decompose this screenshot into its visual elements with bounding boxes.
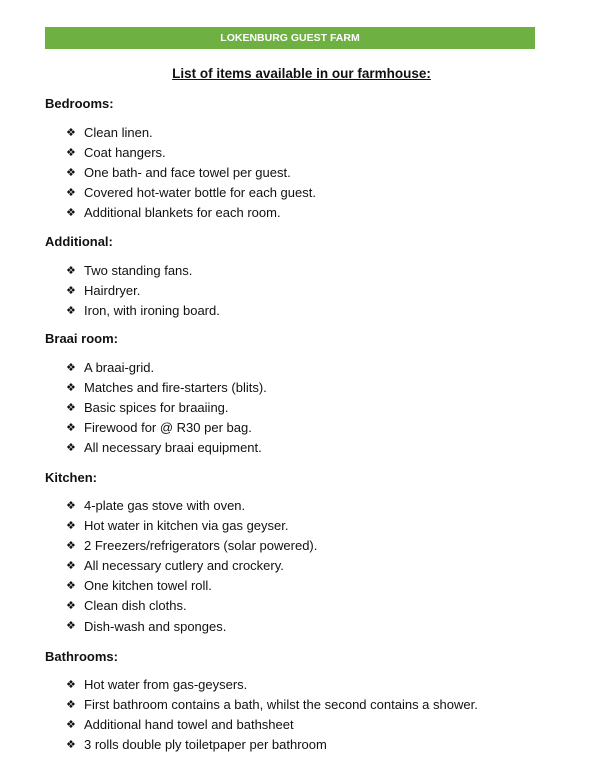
farm-name-banner: LOKENBURG GUEST FARM — [45, 27, 535, 49]
list-item: ❖ Hairdryer. — [66, 283, 141, 299]
list-item: ❖ Two standing fans. — [66, 263, 193, 278]
diamond-bullet-icon: ❖ — [66, 499, 76, 512]
list-item: ❖ Hot water in kitchen via gas geyser. — [66, 518, 289, 534]
diamond-bullet-icon: ❖ — [66, 620, 76, 633]
list-item: ❖ Covered hot-water bottle for each guest. — [66, 185, 316, 201]
diamond-bullet-icon: ❖ — [66, 206, 76, 219]
list-item: ❖ Firewood for @ R30 per bag. — [66, 420, 252, 436]
section-heading-kitchen: Kitchen: — [45, 470, 97, 485]
diamond-bullet-icon: ❖ — [66, 678, 76, 691]
list-item: ❖ 4-plate gas stove with oven. — [66, 498, 246, 513]
list-item: ❖ One bath- and face towel per guest. — [66, 165, 291, 181]
list-item: ❖ Clean dish cloths. — [66, 598, 187, 614]
list-item: ❖ Basic spices for braaiing. — [66, 400, 229, 416]
section-heading-bedrooms: Bedrooms: — [45, 96, 114, 111]
diamond-bullet-icon: ❖ — [66, 304, 76, 317]
list-item: ❖ Clean linen. — [66, 125, 153, 140]
section-heading-additional: Additional: — [45, 234, 113, 249]
list-item: ❖ 2 Freezers/refrigerators (solar powered). — [66, 538, 318, 554]
list-item: ❖ Iron, with ironing board. — [66, 303, 220, 319]
diamond-bullet-icon: ❖ — [66, 381, 76, 394]
diamond-bullet-icon: ❖ — [66, 421, 76, 434]
section-heading-braai-room: Braai room: — [45, 331, 118, 346]
section-heading-bathrooms: Bathrooms: — [45, 649, 118, 664]
diamond-bullet-icon: ❖ — [66, 186, 76, 199]
list-item: ❖ All necessary cutlery and crockery. — [66, 558, 284, 574]
diamond-bullet-icon: ❖ — [66, 146, 76, 159]
list-item: ❖ First bathroom contains a bath, whilst the second contains a shower. — [66, 697, 478, 713]
diamond-bullet-icon: ❖ — [66, 519, 76, 532]
list-item: ❖ 3 rolls double ply toiletpaper per bathroom — [66, 737, 327, 753]
list-item: ❖ A braai-grid. — [66, 360, 155, 375]
diamond-bullet-icon: ❖ — [66, 600, 76, 613]
braai-room-list — [66, 358, 267, 458]
list-item: ❖ One kitchen towel roll. — [66, 578, 212, 594]
additional-list — [66, 261, 220, 321]
list-item: ❖ Hot water from gas-geysers. — [66, 677, 248, 692]
document-title: List of items available in our farmhouse: — [172, 66, 431, 81]
bedrooms-list — [66, 123, 316, 223]
diamond-bullet-icon: ❖ — [66, 264, 76, 277]
diamond-bullet-icon: ❖ — [66, 559, 76, 572]
list-item: ❖ All necessary braai equipment. — [66, 440, 262, 456]
diamond-bullet-icon: ❖ — [66, 718, 76, 731]
diamond-bullet-icon: ❖ — [66, 284, 76, 297]
list-item: ❖ Additional hand towel and bathsheet — [66, 717, 294, 733]
diamond-bullet-icon: ❖ — [66, 166, 76, 179]
list-item: ❖ Dish-wash and sponges. — [66, 618, 227, 634]
diamond-bullet-icon: ❖ — [66, 401, 76, 414]
diamond-bullet-icon: ❖ — [66, 361, 76, 374]
list-item: ❖ Additional blankets for each room. — [66, 205, 281, 221]
diamond-bullet-icon: ❖ — [66, 698, 76, 711]
diamond-bullet-icon: ❖ — [66, 441, 76, 454]
diamond-bullet-icon: ❖ — [66, 738, 76, 751]
diamond-bullet-icon: ❖ — [66, 126, 76, 139]
list-item: ❖ Matches and fire-starters (blits). — [66, 380, 267, 396]
diamond-bullet-icon: ❖ — [66, 579, 76, 592]
bathrooms-list — [66, 675, 478, 755]
diamond-bullet-icon: ❖ — [66, 539, 76, 552]
kitchen-list — [66, 496, 317, 637]
list-item: ❖ Coat hangers. — [66, 145, 166, 161]
